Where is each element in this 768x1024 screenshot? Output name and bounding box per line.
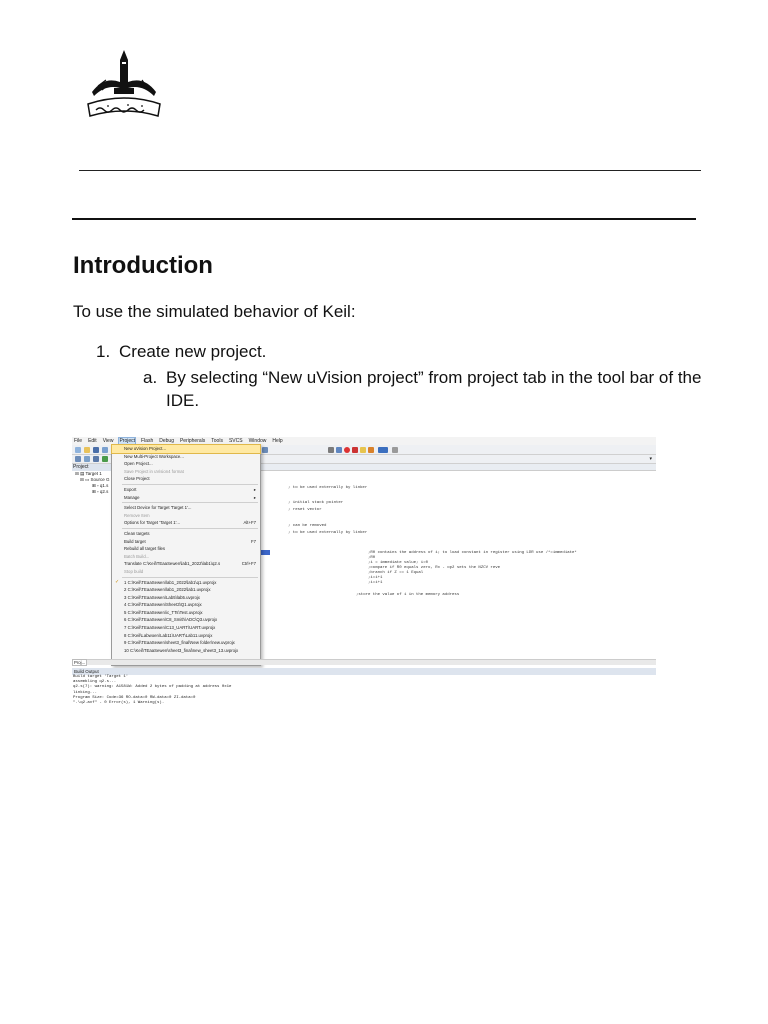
menu-item-shortcut: Alt+F7 — [243, 520, 256, 526]
code-line: ;compare if R0 equals zero, Rx - op2 sets the NZCV reve — [368, 566, 501, 570]
menu-window[interactable]: Window — [248, 438, 267, 444]
chevron-down-icon[interactable]: ▾ — [649, 456, 652, 462]
code-line: ; to be used externally by linker — [288, 531, 368, 535]
code-line: ; initial stack pointer — [288, 501, 344, 505]
breakpoint-icon[interactable] — [352, 447, 358, 453]
translate-icon[interactable] — [75, 456, 81, 462]
menu-item-shortcut: F7 — [250, 538, 256, 544]
target-options-icon[interactable] — [262, 447, 268, 453]
keil-ide-screenshot — [72, 437, 656, 715]
build-output-line: q2.s(7): warning: A1581W: Added 2 bytes of padding at address 0x1e — [73, 685, 232, 690]
menu-item-label: Batch Build... — [124, 553, 150, 559]
menu-item-label: Close Project — [124, 476, 150, 482]
menu-item[interactable] — [112, 624, 260, 632]
menu-item[interactable] — [112, 460, 260, 468]
menu-item-shortcut: ▸ — [253, 494, 256, 500]
menu-item-label: Select Device for Target 'Target 1'... — [124, 505, 192, 511]
code-line: ; reset vector — [288, 508, 322, 512]
menu-item-label: Stop build — [124, 568, 144, 574]
save-icon[interactable] — [93, 447, 99, 453]
menu-item-shortcut: Ctrl+F7 — [241, 561, 256, 567]
editor-tabs — [260, 464, 656, 471]
menu-item — [112, 568, 260, 576]
build-output-line: Program Size: Code=36 RO-data=0 RW-data=0 ZI-data=0 — [73, 695, 196, 700]
menu-item[interactable] — [112, 579, 260, 587]
settings-icon[interactable] — [360, 447, 366, 453]
find-icon[interactable] — [328, 447, 334, 453]
list-item-1 — [96, 342, 266, 362]
menu-item[interactable] — [112, 519, 260, 527]
code-line: ; can be removed — [288, 524, 327, 528]
window-layout-icon[interactable] — [378, 447, 388, 453]
menu-item[interactable] — [112, 616, 260, 624]
menu-item-label: Build target — [124, 538, 146, 544]
menu-item-label: Save Project in uVision4 format — [124, 468, 184, 474]
selection-highlight — [260, 550, 270, 555]
sub-list-letter: a. — [143, 368, 158, 387]
save-all-icon[interactable] — [102, 447, 108, 453]
project-panel-title: Project — [72, 464, 111, 471]
menu-item-label: Clean targets — [124, 530, 150, 536]
menu-separator — [122, 528, 258, 529]
menu-item[interactable] — [112, 504, 260, 512]
build-output-line: Build target 'Target 1' — [73, 675, 129, 679]
header-rule-thin — [79, 170, 701, 171]
menu-item[interactable] — [112, 494, 260, 502]
menu-item-label: 5 C:\Keil\TEaaSewen\ic_TTs\Test.uvprojx — [124, 609, 203, 615]
menu-help[interactable]: Help — [272, 438, 283, 444]
menu-item[interactable] — [112, 453, 260, 461]
menu-item[interactable] — [112, 632, 260, 640]
horizontal-scrollbar[interactable] — [72, 659, 656, 665]
debug-icon[interactable] — [344, 447, 350, 453]
menu-peripherals[interactable]: Peripherals — [179, 438, 206, 444]
tree-file-q2[interactable]: ⊞ ▫ q2.s — [92, 489, 109, 494]
menu-item — [112, 553, 260, 561]
build-output-line: assembling q2.s... — [73, 680, 117, 685]
tools-icon[interactable] — [368, 447, 374, 453]
menu-item[interactable] — [112, 538, 260, 546]
insert-icon[interactable] — [336, 447, 342, 453]
menu-file[interactable]: File — [74, 438, 83, 444]
menu-item-label: New Multi-Project Workspace... — [124, 453, 184, 459]
university-logo — [84, 48, 164, 120]
menu-item-label: Remove Item — [124, 512, 150, 518]
menu-item-label: Options for Target 'Target 1'... — [124, 520, 181, 526]
menu-separator — [122, 577, 258, 578]
menu-item-label: Rebuild all target files — [124, 546, 166, 552]
menu-item-label: Open Project... — [124, 461, 153, 467]
code-line: ;i=i+1 — [368, 576, 383, 580]
menu-item-label: New uVision Project... — [124, 446, 166, 451]
checkmark-icon: ✓ — [115, 578, 120, 585]
tree-target[interactable]: ⊟ ▤ Target 1 — [75, 471, 102, 476]
menu-item[interactable] — [112, 560, 260, 568]
open-folder-icon[interactable] — [84, 447, 90, 453]
code-line: ;i = immediate value; i=0 — [368, 561, 429, 565]
new-file-icon[interactable] — [75, 447, 81, 453]
menu-item-label: 6 C:\Keil\TEaaSewen\C8_Smith\ADC\Q3.uvprojx — [124, 617, 218, 623]
sub-list-item-text: By selecting “New uVision project” from project tab in the tool bar of the IDE. — [166, 368, 702, 410]
panel-tabs — [72, 659, 112, 665]
menu-item[interactable] — [112, 609, 260, 617]
menu-item-label: 8 C:\Keil\Labwoen\Lab11\UART\Lab11.uvprojx — [124, 632, 213, 638]
rebuild-icon[interactable] — [93, 456, 99, 462]
menu-item[interactable] — [112, 545, 260, 553]
menu-item-label: Manage — [124, 494, 140, 500]
project-menu-dropdown — [111, 444, 261, 666]
menu-item — [112, 512, 260, 520]
download-icon[interactable] — [102, 456, 108, 462]
code-line: ;store the value of i in the memory address — [356, 593, 460, 597]
tab-project[interactable]: Proj... — [74, 660, 86, 665]
sub-list-item-a — [143, 366, 703, 412]
menu-debug[interactable]: Debug — [159, 438, 174, 444]
build-output-line: linking... — [73, 690, 98, 695]
menu-item-label: 1 C:\Keil\TEaaSewen\lab1_2022\lab1\q1.uvprojx — [124, 579, 217, 585]
build-icon[interactable] — [84, 456, 90, 462]
build-output-panel — [72, 675, 656, 715]
intro-paragraph: To use the simulated behavior of Keil: — [73, 302, 356, 321]
code-line: ;R0 — [368, 556, 376, 560]
menu-item — [112, 468, 260, 476]
menu-item-label: 10 C:\Keil\TEaaSewen\sheet3_final\new_sheet3_13.uvprojx — [124, 647, 239, 653]
menu-item[interactable] — [112, 647, 260, 655]
build-output-line: ".\q2.axf" - 0 Error(s), 1 Warning(s). — [73, 701, 165, 706]
list-number: 1. — [96, 342, 111, 361]
code-line: ; to be used externally by linker — [288, 486, 368, 490]
menu-item[interactable] — [112, 530, 260, 538]
menu-project[interactable]: Project — [119, 438, 135, 444]
menu-item-label: Export — [124, 486, 137, 492]
menu-item-label: 2 C:\Keil\TEaaSewen\lab1_2022\lab1.uvprojx — [124, 587, 211, 593]
menu-item[interactable] — [112, 475, 260, 483]
menu-view[interactable]: View — [102, 438, 114, 444]
menu-item-label: Translate C:\Keil\TEaaSewen\lab1_2022\lab1\q2.s — [124, 561, 221, 567]
menu-item[interactable] — [112, 445, 260, 453]
menu-item[interactable] — [112, 594, 260, 602]
header-rule-thick — [72, 218, 696, 220]
code-line: ;R0 contains the address of i; to load constant in register using LDR use /*=immediate* — [368, 551, 577, 555]
menu-item[interactable] — [112, 601, 260, 609]
menu-item-label: 4 C:\Keil\TEaaSewen\Sheet3\Q1.uvprojx — [124, 602, 202, 608]
menu-item-label: 7 C:\Keil\TEaaSewen\C13_UART\UART.uvprojx — [124, 625, 216, 631]
menu-tools[interactable]: Tools — [211, 438, 223, 444]
menu-item-label: 9 C:\Keil\TEaaSewen\sheet3_final\New folder\new.uvprojx — [124, 640, 235, 646]
menu-separator — [122, 502, 258, 503]
menu-item[interactable] — [112, 586, 260, 594]
code-editor[interactable] — [260, 464, 656, 659]
code-line: ;branch if Z == 1 Equal — [368, 571, 424, 575]
menu-item[interactable] — [112, 486, 260, 494]
menu-item-label: 3 C:\Keil\TEaaSewen\Lab5\lab5.uvprojx — [124, 594, 200, 600]
menu-flash[interactable]: Flash — [141, 438, 154, 444]
tree-source-group[interactable]: ⊟ ▭ Source G — [80, 477, 110, 482]
tree-file-q1[interactable]: ⊞ ▫ q1.s — [92, 483, 109, 488]
section-heading: Introduction — [73, 252, 213, 279]
project-panel — [72, 464, 112, 659]
menu-separator — [122, 484, 258, 485]
list-item-text: Create new project. — [119, 342, 267, 361]
build-output-title: Build Output — [72, 668, 656, 675]
code-line: ;i=i+1 — [368, 581, 383, 585]
menu-edit[interactable]: Edit — [88, 438, 97, 444]
menu-item[interactable] — [112, 639, 260, 647]
menu-item-shortcut: ▸ — [253, 486, 256, 492]
menu-svcs[interactable]: SVCS — [228, 438, 243, 444]
wrench-icon[interactable] — [392, 447, 398, 453]
